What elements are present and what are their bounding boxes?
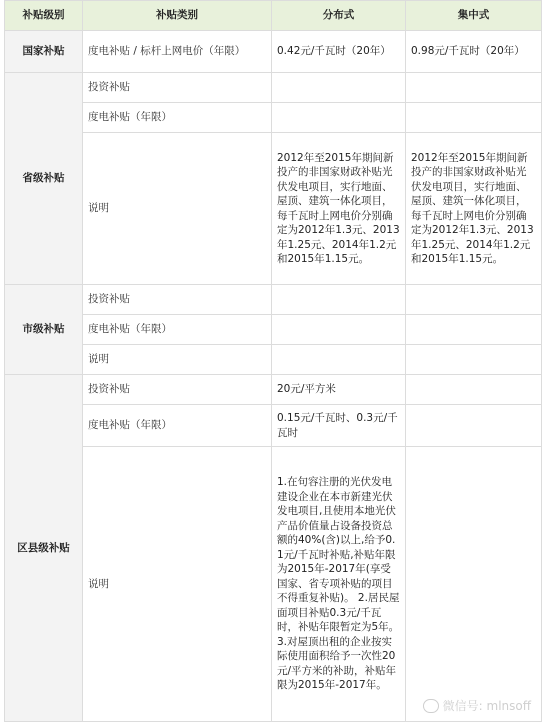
centralized-cell bbox=[406, 447, 542, 722]
level-district: 区县级补贴 bbox=[5, 375, 83, 722]
wechat-watermark bbox=[423, 697, 531, 714]
category-cell: 投资补贴 bbox=[83, 73, 272, 103]
distributed-cell bbox=[272, 345, 406, 375]
category-cell: 说明 bbox=[83, 447, 272, 722]
distributed-cell: 0.15元/千瓦时、0.3元/千瓦时 bbox=[272, 405, 406, 447]
table-row bbox=[5, 447, 542, 722]
distributed-cell bbox=[272, 103, 406, 133]
centralized-cell bbox=[406, 285, 542, 315]
category-cell: 投资补贴 bbox=[83, 285, 272, 315]
level-provincial: 省级补贴 bbox=[5, 73, 83, 285]
category-cell: 说明 bbox=[83, 133, 272, 285]
category-cell: 说明 bbox=[83, 345, 272, 375]
level-national: 国家补贴 bbox=[5, 31, 83, 73]
distributed-cell: 1.在句容注册的光伏发电建设企业在本市新建光伏发电项目,且使用本地光伏产品价值量占设备投资总额的40%(含)以上,给予0.1元/千瓦时补贴,补贴年限为2015年-2017年(享受国家、省专项补贴的项目不得重复补贴)。 2.居民屋面项目补贴0.3元/千瓦时，补贴年限暂定为5年。3.对屋顶出租的企业按实际使用面积给予一次性20元/平方米的补助，补贴年限为2015年-2017年。 bbox=[272, 447, 406, 722]
centralized-cell bbox=[406, 375, 542, 405]
distributed-cell bbox=[272, 285, 406, 315]
table-row bbox=[5, 375, 542, 405]
centralized-cell: 0.98元/千瓦时（20年） bbox=[406, 31, 542, 73]
centralized-cell: 2012年至2015年期间新投产的非国家财政补贴光伏发电项目，实行地面、屋顶、建筑一体化项目，每千瓦时上网电价分别确定为2012年1.3元、2013年1.25元、2014年1.2元和2015年1.15元。 bbox=[406, 133, 542, 285]
table-row bbox=[5, 315, 542, 345]
header-level: 补贴级别 bbox=[5, 1, 83, 31]
distributed-cell bbox=[272, 315, 406, 345]
distributed-cell: 0.42元/千瓦时（20年） bbox=[272, 31, 406, 73]
centralized-cell bbox=[406, 405, 542, 447]
distributed-cell: 20元/平方米 bbox=[272, 375, 406, 405]
distributed-cell: 2012年至2015年期间新投产的非国家财政补贴光伏发电项目，实行地面、屋顶、建筑一体化项目，每千瓦时上网电价分别确定为2012年1.3元、2013年1.25元、2014年1.2元和2015年1.15元。 bbox=[272, 133, 406, 285]
category-cell: 度电补贴 / 标杆上网电价（年限） bbox=[83, 31, 272, 73]
watermark-text: 微信号: mlnsoff bbox=[442, 699, 531, 713]
wechat-icon bbox=[423, 699, 439, 713]
table-row bbox=[5, 405, 542, 447]
centralized-cell bbox=[406, 345, 542, 375]
category-cell: 度电补贴（年限） bbox=[83, 103, 272, 133]
table-row bbox=[5, 103, 542, 133]
category-cell: 度电补贴（年限） bbox=[83, 405, 272, 447]
category-cell: 投资补贴 bbox=[83, 375, 272, 405]
table-row bbox=[5, 31, 542, 73]
table-row bbox=[5, 133, 542, 285]
table-row bbox=[5, 285, 542, 315]
table-row bbox=[5, 345, 542, 375]
header-distributed: 分布式 bbox=[272, 1, 406, 31]
centralized-cell bbox=[406, 73, 542, 103]
table-row bbox=[5, 73, 542, 103]
table-header-row bbox=[5, 1, 542, 31]
header-category: 补贴类别 bbox=[83, 1, 272, 31]
centralized-cell bbox=[406, 315, 542, 345]
centralized-cell bbox=[406, 103, 542, 133]
distributed-cell bbox=[272, 73, 406, 103]
header-centralized: 集中式 bbox=[406, 1, 542, 31]
level-municipal: 市级补贴 bbox=[5, 285, 83, 375]
subsidy-table bbox=[4, 0, 542, 722]
category-cell: 度电补贴（年限） bbox=[83, 315, 272, 345]
